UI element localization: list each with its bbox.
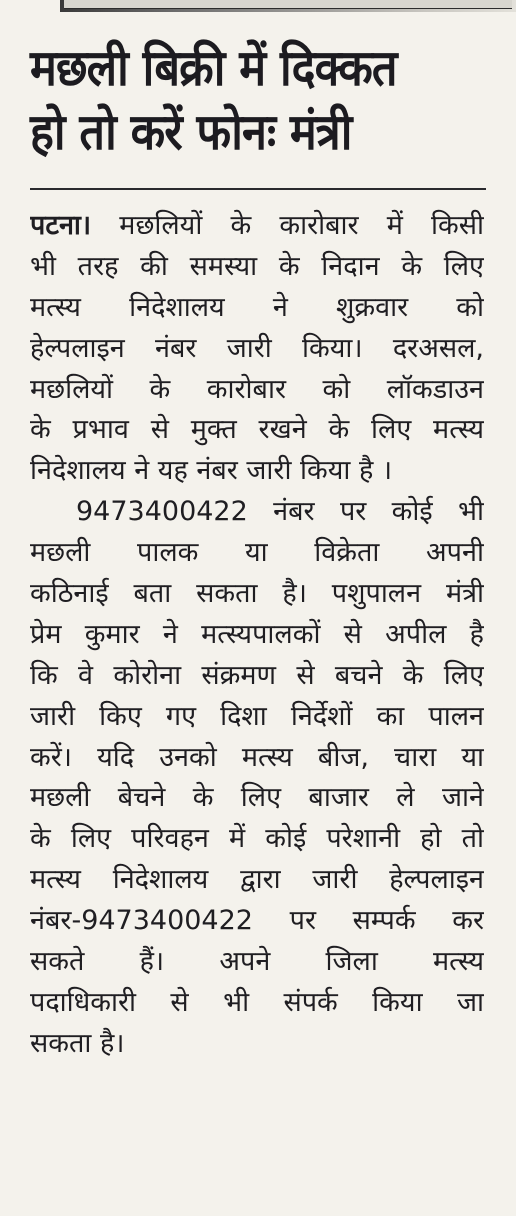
body-line: भी तरह की समस्या के निदान के लिए [30, 250, 484, 282]
dateline: पटना। [30, 210, 92, 241]
body-line-text: मछलियों के कारोबार में किसी [91, 210, 484, 241]
body-line: मत्स्य निदेशालय ने शुक्रवार को [30, 291, 484, 323]
body-line: जारी किए गए दिशा निर्देशों का पालन [30, 700, 484, 732]
top-photo-frame [64, 0, 512, 9]
headline-line-2: हो तो करें फोनः मंत्री [30, 103, 352, 161]
body-line: मछली पालक या विक्रेता अपनी [30, 537, 484, 569]
body-line: प्रेम कुमार ने मत्स्यपालकों से अपील है [30, 618, 484, 650]
body-line: निदेशालय ने यह नंबर जारी किया है । [30, 455, 393, 487]
body-line: मछलियों के कारोबार को लॉकडाउन [30, 373, 484, 405]
body-line: 9473400422 नंबर पर कोई भी [76, 496, 484, 528]
headline-line-1: मछली बिक्री में दिक्कत [30, 39, 397, 97]
body-line: कठिनाई बता सकता है। पशुपालन मंत्री [30, 578, 484, 610]
body-line: के लिए परिवहन में कोई परेशानी हो तो [30, 823, 484, 855]
body-line: के प्रभाव से मुक्त रखने के लिए मत्स्य [30, 414, 484, 446]
body-line [30, 206, 484, 247]
body-line: कि वे कोरोना संक्रमण से बचने के लिए [30, 659, 484, 691]
body-line: नंबर-9473400422 पर सम्पर्क कर [30, 905, 484, 937]
body-line: करें। यदि उनको मत्स्य बीज, चारा या [30, 741, 484, 773]
body-line: सकता है। [30, 1027, 125, 1059]
body-line: हेल्पलाइन नंबर जारी किया। दरअसल, [30, 332, 484, 364]
article-body [30, 206, 490, 1065]
body-line: पदाधिकारी से भी संपर्क किया जा [30, 986, 484, 1018]
body-line: मछली बेचने के लिए बाजार ले जाने [30, 782, 484, 814]
body-line: मत्स्य निदेशालय द्वारा जारी हेल्पलाइन [30, 864, 484, 896]
headline-rule [30, 188, 486, 190]
headline [30, 36, 453, 164]
body-line: सकते हैं। अपने जिला मत्स्य [30, 946, 484, 978]
